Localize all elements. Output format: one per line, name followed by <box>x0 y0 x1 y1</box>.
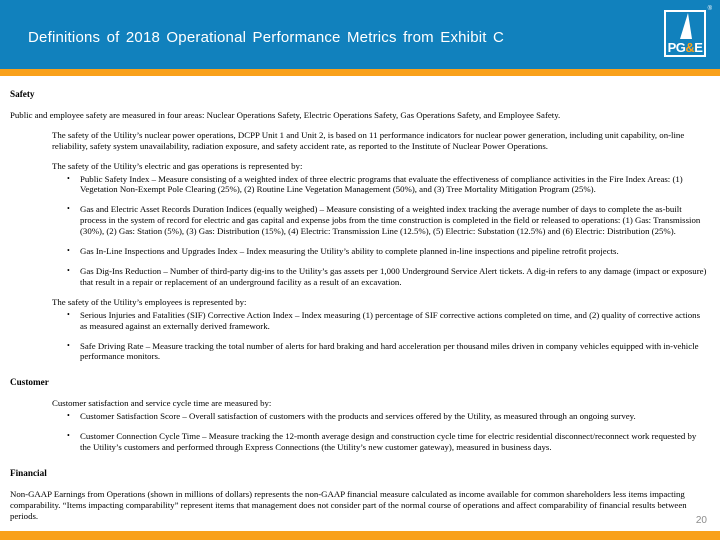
slide-title: Definitions of 2018 Operational Performance Metrics from Exhibit C <box>28 29 505 46</box>
paragraph: Public and employee safety are measured in four areas: Nuclear Operations Safety, Electric Operations Safety, Gas Operations Safety, and Employee Safety. <box>10 109 561 120</box>
bullet-item <box>64 341 708 363</box>
section-heading-safety: Safety <box>10 89 35 99</box>
pge-logo-box <box>664 10 706 57</box>
section-heading-customer: Customer <box>10 377 49 388</box>
bullet-item <box>64 431 708 453</box>
bullet-item <box>64 411 708 422</box>
paragraph: The safety of the Utility’s employees is represented by: <box>52 296 247 307</box>
bullet-item <box>64 174 708 196</box>
slide-body <box>0 76 720 521</box>
header-banner <box>0 0 720 69</box>
bullet-text: Safe Driving Rate – Measure tracking the total number of alerts for hard braking and hard acceleration per thousand miles driven in company vehicles equipped with in-vehicle performance monitors. <box>80 340 699 362</box>
bullet-icon: • <box>67 309 70 319</box>
bullet-text: Gas Dig-Ins Reduction – Number of third-party dig-ins to the Utility’s gas assets per 1,000 Underground Service Alert tickets. A dig-in refers to any damage (impact or exposure) that result in a repair or replacement of an underground facility as a result of an excavation. <box>80 265 707 287</box>
bullet-text: Customer Connection Cycle Time – Measure tracking the 12-month average design and construction cycle time for electric residential disconnect/reconnect work requested by the Utility’s customers and performed through Express Connections (the Utility’s new customer gateway), measured in business days. <box>80 431 697 452</box>
registered-mark: ® <box>707 6 712 12</box>
bullet-icon: • <box>67 411 70 421</box>
logo-letter-e: E <box>694 40 703 55</box>
logo-ampersand: & <box>685 40 695 55</box>
bullet-icon: • <box>67 431 70 441</box>
bullet-icon: • <box>67 340 70 350</box>
header-accent-bar <box>0 69 720 76</box>
bullet-text: Serious Injuries and Fatalities (SIF) Corrective Action Index – Index measuring (1) percentage of SIF corrective actions completed on time, and (2) quality of corrective actions as measured against an externally derived framework. <box>80 309 700 331</box>
bullet-icon: • <box>67 246 70 256</box>
bullet-item <box>64 246 708 257</box>
footer-accent-bar <box>0 531 720 540</box>
paragraph: Customer satisfaction and service cycle time are measured by: <box>52 398 272 409</box>
pge-spire-icon <box>666 13 704 39</box>
bullet-item <box>64 266 708 288</box>
page-number: 20 <box>695 515 707 526</box>
paragraph: The safety of the Utility’s electric and gas operations is represented by: <box>52 160 303 171</box>
bullet-icon: • <box>67 173 70 183</box>
bullet-item <box>64 310 708 332</box>
bullet-icon: • <box>67 265 70 275</box>
bullet-text: Public Safety Index – Measure consisting of a weighted index of three electric programs that evaluate the effectiveness of compliance activities in the Fire Index Areas: (1) Vegetation Non-Exempt Pole Clearing (25%), (2) Routine Line Vegetation Management (50%), and (3) Tree Mortality Mitigation Program (25%). <box>80 173 683 195</box>
paragraph: The safety of the Utility’s nuclear power operations, DCPP Unit 1 and Unit 2, is based on 11 performance indicators for nuclear power generation, including unit capability, on-line reliability, safety system unavailability, radiation exposure, and safety accident rate, as reported to the Institute of Nuclear Power Operations. <box>52 129 685 151</box>
paragraph: Non-GAAP Earnings from Operations (shown in millions of dollars) represents the non-GAAP financial measure calculated as income available for common shareholders less items impacting comparability. “Items impacting comparability” represent items that management does not consider part of the normal course of operations and affect comparability of financial results between periods. <box>10 488 687 521</box>
bullet-item <box>64 204 708 237</box>
bullet-text: Customer Satisfaction Score – Overall satisfaction of customers with the products and services offered by the Utility, as measured through an ongoing survey. <box>80 411 636 422</box>
section-heading-financial: Financial <box>10 467 47 478</box>
pge-logo <box>660 8 710 60</box>
bullet-text: Gas In-Line Inspections and Upgrades Index – Index measuring the Utility’s ability to complete planned in-line inspections and pipeline retrofit projects. <box>80 246 619 257</box>
bullet-icon: • <box>67 204 70 214</box>
logo-letters-pg: PG <box>667 40 686 55</box>
bullet-text: Gas and Electric Asset Records Duration Indices (equally weighed) – Measure consisting of a weighted index tracking the average number of days to complete the as-built process in the system of record for electric and gas capital and expense jobs from the time construction is completed in the field or released to operations: (1) Gas: Transmission (30%), (2) Gas: Station (5%), (3) Gas: Distribution (15%), (4) Electric: Transmission Line (12.5%), (5) Electric: Substation (12.5%) and (6) Electric: Distribution (25%). <box>80 204 701 237</box>
pge-logo-text <box>666 40 704 55</box>
